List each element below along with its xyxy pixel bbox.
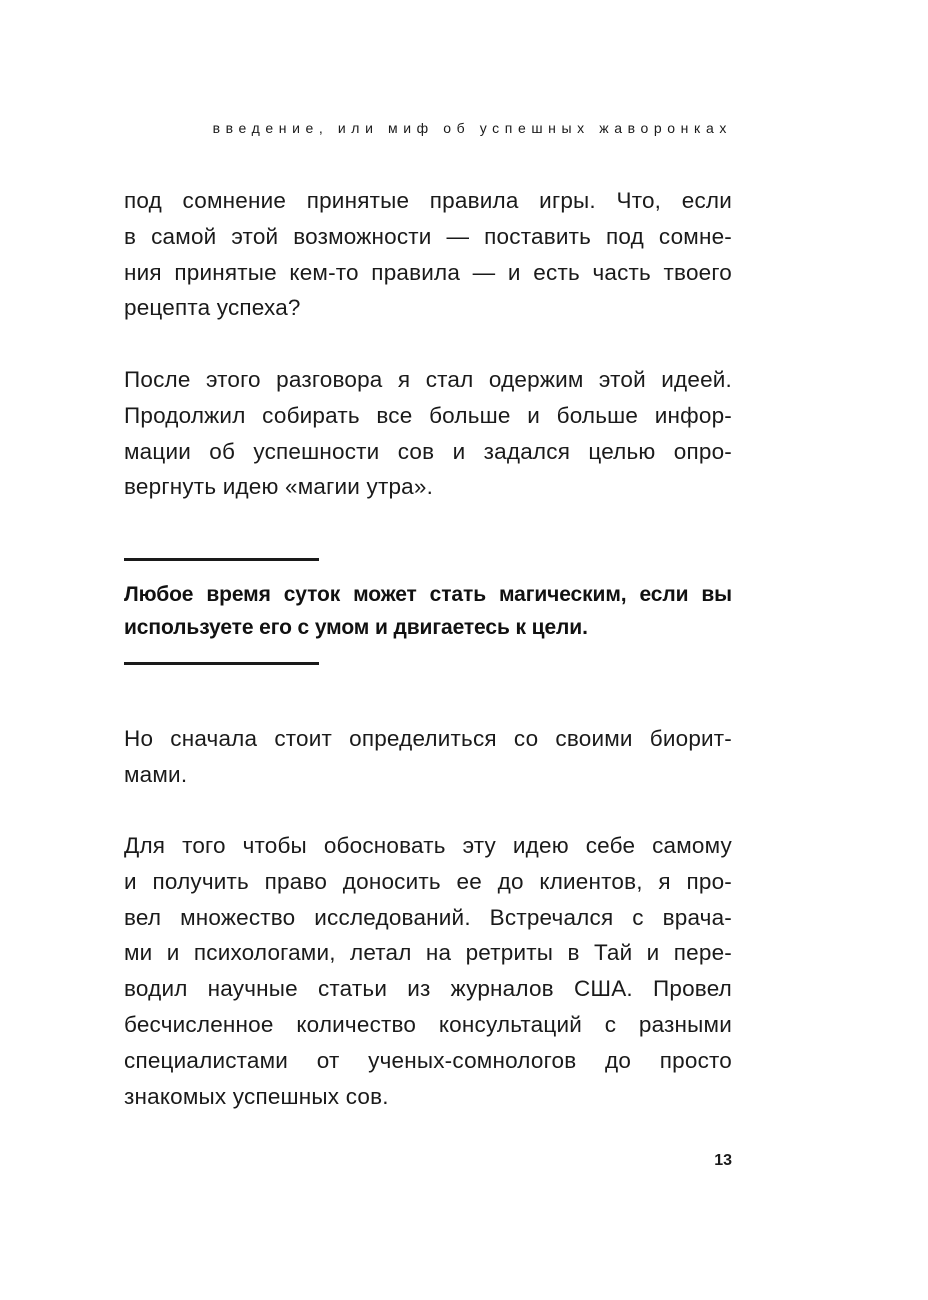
text-line: водил научные статьи из журналов США. Провел	[124, 976, 732, 1002]
paragraph-4	[124, 828, 732, 1114]
text-line: мами.	[124, 761, 188, 787]
text-line: знакомых успешных сов.	[124, 1083, 389, 1109]
text-line: мации об успешности сов и задался целью опро-	[124, 438, 732, 464]
text-line: специалистами от ученых-сомнологов до просто	[124, 1047, 732, 1073]
text-line: рецепта успеха?	[124, 295, 301, 321]
text-line: под сомнение принятые правила игры. Что, если	[124, 188, 732, 213]
text-line: и получить право доносить ее до клиентов, я про-	[124, 868, 732, 894]
paragraph-2	[124, 362, 732, 505]
paragraph-3	[124, 721, 732, 793]
text-line: вел множество исследований. Встречался с врача-	[124, 904, 732, 930]
text-line: ми и психологами, летал на ретриты в Тай и пере-	[124, 940, 732, 966]
running-header: введение, или миф об успешных жаворонках	[212, 120, 732, 136]
text-line: бесчисленное количество консультаций с разными	[124, 1011, 732, 1037]
text-line: в самой этой возможности — поставить под сомне-	[124, 223, 732, 249]
quote-top-rule	[124, 558, 319, 561]
text-line: После этого разговора я стал одержим этой идеей.	[124, 367, 732, 392]
text-line: ния принятые кем-то правила — и есть часть твоего	[124, 259, 732, 285]
text-line: Для того чтобы обосновать эту идею себе самому	[124, 833, 732, 858]
text-line: вергнуть идею «магии утра».	[124, 474, 434, 500]
quote-line: используете его с умом и двигаетесь к цели.	[124, 616, 588, 639]
quote-line: Любое время суток может стать магическим, если вы	[124, 583, 732, 606]
pull-quote	[124, 578, 732, 644]
page-number: 13	[714, 1152, 732, 1169]
text-line: Но сначала стоит определиться со своими биорит-	[124, 726, 732, 751]
quote-bottom-rule	[124, 662, 319, 665]
paragraph-1	[124, 183, 732, 326]
text-line: Продолжил собирать все больше и больше инфор-	[124, 402, 732, 428]
